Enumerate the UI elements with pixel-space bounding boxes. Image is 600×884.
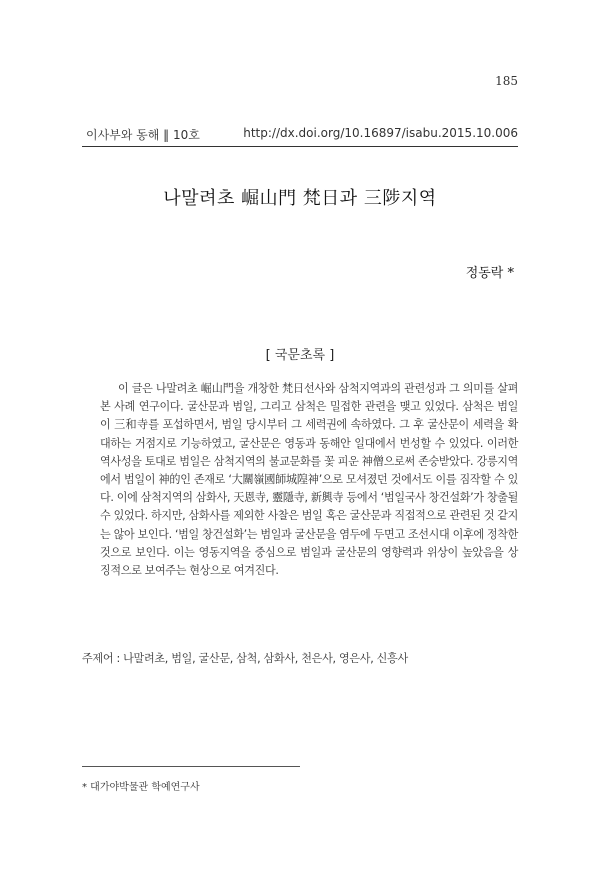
article-title: 나말려초 崛山門 梵日과 三陟지역 [163, 188, 437, 209]
abstract-text: 이 글은 나말려초 崛山門을 개창한 梵日선사와 삼척지역과의 관련성과 그 의미를 살펴본 사례 연구이다. 굴산문과 범일, 그리고 삼척은 밀접한 관련을 맺고 있었다. 삼척은 범일이 三和寺를 포섭하면서, 범일 당시부터 그 세력권에 속하였다. 그 후 굴산문이 세력을 확대하는 거점지로 기능하였고, 굴산문은 영동과 동해안 일대에서 번성할 수 있었다. 이러한 역사성을 토대로 범일은 삼척지역의 불교문화를 꽃 피운 神僧으로써 존숭받았다. 강릉지역에서 범일이 神的인 존재로 ‘大關嶺國師城隍神’으로 모셔졌던 것에서도 이를 짐작할 수 있다. 이에 삼척지역의 삼화사, 天恩寺, 靈隱寺, 新興寺 등에서 ‘범일국사 창건설화’가 창출될 수 있었다. 하지만, 삼화사를 제외한 사찰은 범일 혹은 굴산문과 직접적으로 관련된 것 같지는 않아 보인다. ‘범일 창건설화’는 범일과 굴산문을 염두에 두면고 조선시대 이후에 정착한 것으로 보인다. 이는 영동지역을 중심으로 범일과 굴산문의 영향력과 위상이 높았음을 상징적으로 보여주는 현상으로 여겨진다. [100, 382, 518, 578]
keywords: 주제어 : 나말려초, 범일, 굴산문, 삼척, 삼화사, 천은사, 영은사, 신흥사 [82, 652, 408, 665]
abstract-heading: [ 국문초록 ] [265, 348, 335, 363]
author-footnote: * 대가야박물관 학예연구사 [82, 782, 200, 793]
header-divider [82, 146, 518, 147]
doi-link[interactable]: http://dx.doi.org/10.16897/isabu.2015.10.006 [243, 126, 518, 140]
page-number: 185 [495, 74, 518, 88]
abstract-body [100, 380, 518, 580]
journal-name: 이사부와 동해 ‖ 10호 [86, 128, 200, 142]
author-name: 정동락 * [465, 266, 514, 281]
footnote-divider [82, 766, 300, 767]
